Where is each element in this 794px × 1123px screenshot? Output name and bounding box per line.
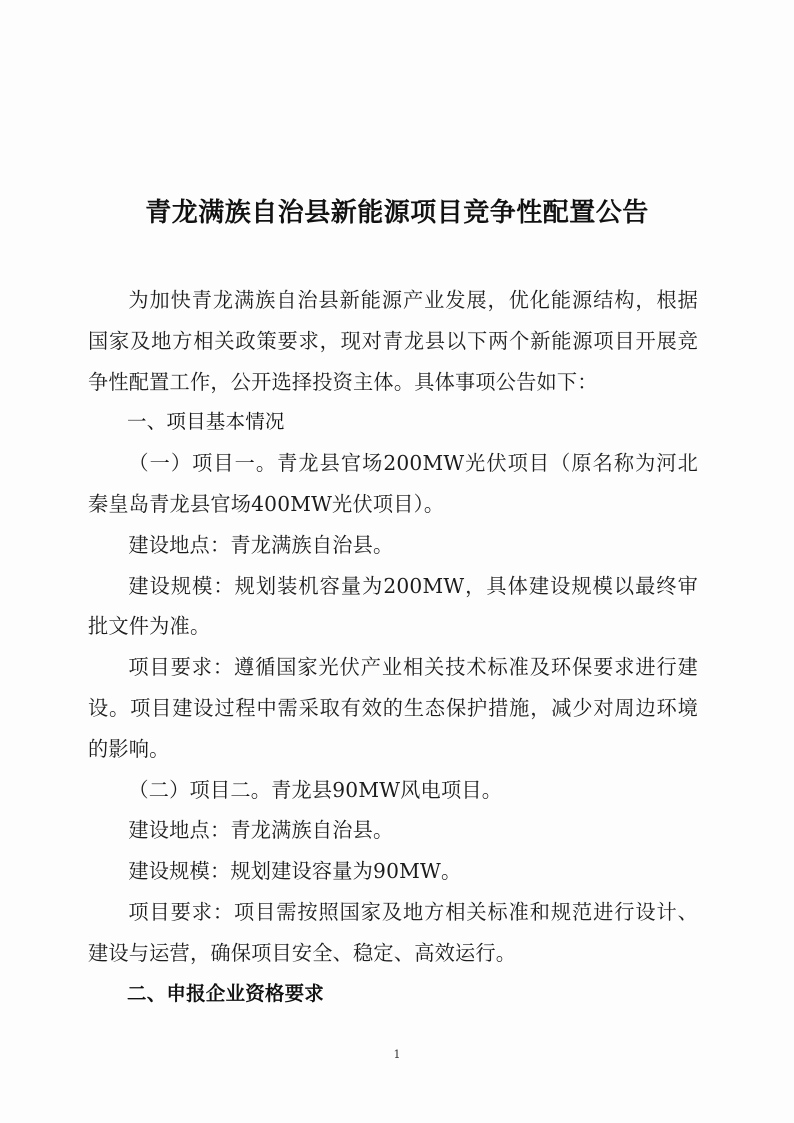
- project2-scale: 建设规模：规划建设容量为90MW。: [128, 859, 462, 884]
- section-heading-2: 二、申报企业资格要求: [127, 981, 325, 1005]
- section-heading-1: 一、项目基本情况: [127, 410, 285, 434]
- project1-scale: 建设规模：规划装机容量为200MW，具体建设规模以最终审批文件为准。: [88, 573, 698, 639]
- project2-location: 建设地点：青龙满族自治县。: [128, 818, 394, 843]
- project1-title: （一）项目一。青龙县官场200MW光伏项目（原名称为河北秦皇岛青龙县官场400MW光伏项目）。: [88, 451, 698, 516]
- document-title: 青龙满族自治县新能源项目竞争性配置公告: [145, 198, 649, 228]
- project1-location: 建设地点：青龙满族自治县。: [128, 532, 394, 557]
- intro-paragraph: 为加快青龙满族自治县新能源产业发展，优化能源结构，根据国家及地方相关政策要求，现对青龙县以下两个新能源项目开展竞争性配置工作，公开选择投资主体。具体事项公告如下：: [88, 288, 698, 394]
- project2-title: （二）项目二。青龙县90MW风电项目。: [128, 777, 503, 802]
- project1-requirements: 项目要求：遵循国家光伏产业相关技术标准及环保要求进行建设。项目建设过程中需采取有效的生态保护措施，减少对周边环境的影响。: [88, 655, 698, 761]
- page-number: 1: [393, 1048, 401, 1061]
- document-body: [88, 280, 698, 1014]
- project2-requirements: 项目要求：项目需按照国家及地方相关标准和规范进行设计、建设与运营，确保项目安全、稳定、高效运行。: [88, 899, 698, 965]
